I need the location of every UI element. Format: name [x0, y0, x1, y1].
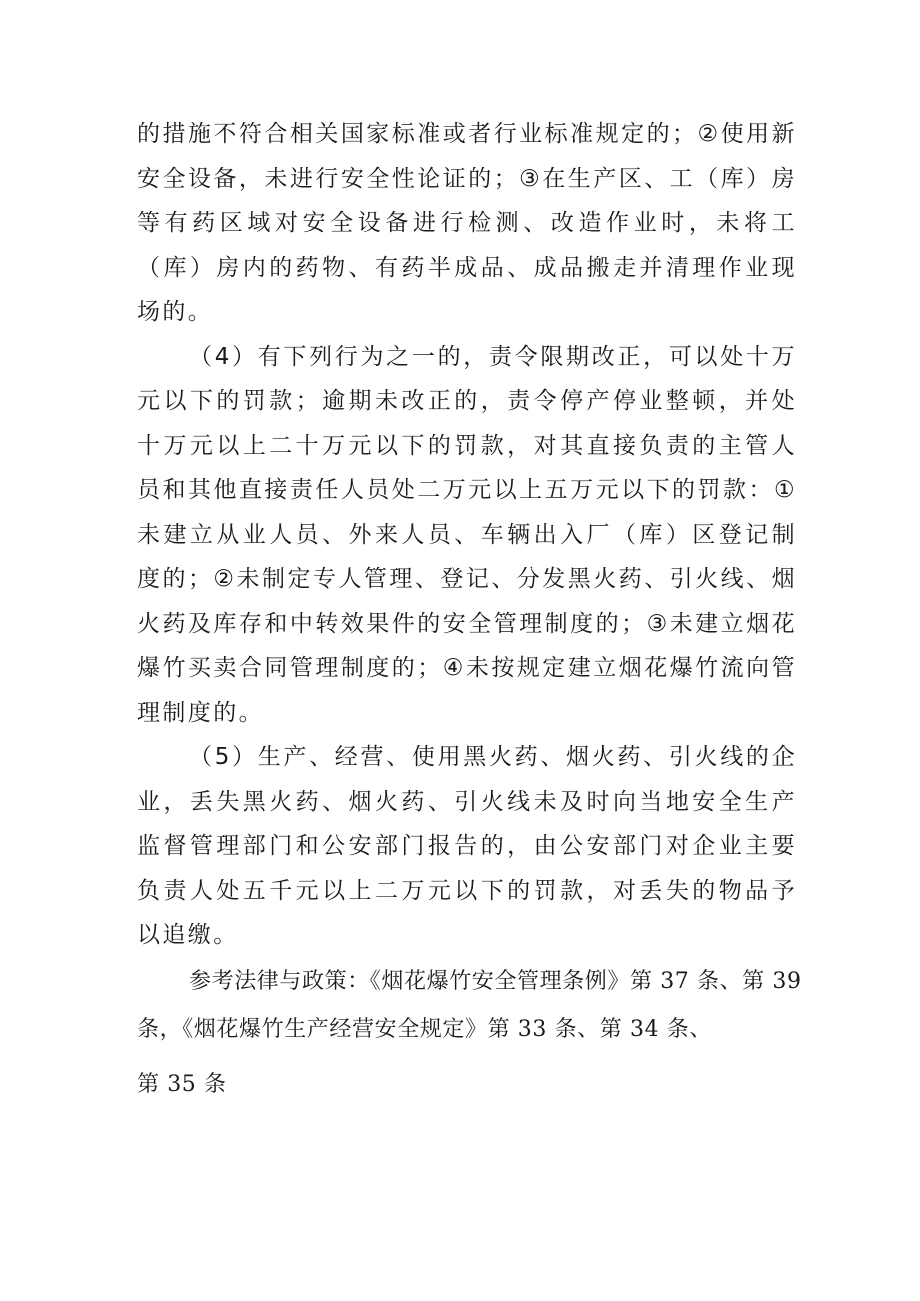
paragraph-item-5: （5）生产、经营、使用黑火药、烟火药、引火线的企业，丢失黑火药、烟火药、引火线未及时向当地安全生产监督管理部门和公安部门报告的，由公安部门对企业主要负责人处五千元以上二万元以下的罚款，对丢失的物品予以追缴。: [137, 744, 797, 948]
references-line-2: 条，《烟花爆竹生产经营安全规定》第 33 条、第 34 条、: [137, 1016, 712, 1042]
references-line-3: 第 35 条: [137, 1071, 227, 1097]
references-block: [137, 958, 802, 1104]
paragraph-continuation: 的措施不符合相关国家标准或者行业标准规定的；②使用新安全设备，未进行安全性论证的；③在生产区、工（库）房等有药区域对安全设备进行检测、改造作业时，未将工（库）房内的药物、有药半成品、成品搬走并清理作业现场的。: [137, 121, 797, 325]
paragraph-item-4: （4）有下列行为之一的，责令限期改正，可以处十万元以下的罚款；逾期未改正的，责令停产停业整顿，并处十万元以上二十万元以下的罚款，对其直接负责的主管人员和其他直接责任人员处二万元以上五万元以下的罚款：①未建立从业人员、外来人员、车辆出入厂（库）区登记制度的；②未制定专人管理、登记、分发黑火药、引火线、烟火药及库存和中转效果件的安全管理制度的；③未建立烟花爆竹买卖合同管理制度的；④未按规定建立烟花爆竹流向管理制度的。: [137, 343, 797, 726]
references-line-1: 参考法律与政策：《烟花爆竹安全管理条例》第 37 条、第 39: [189, 968, 802, 994]
document-body: [137, 112, 802, 1104]
